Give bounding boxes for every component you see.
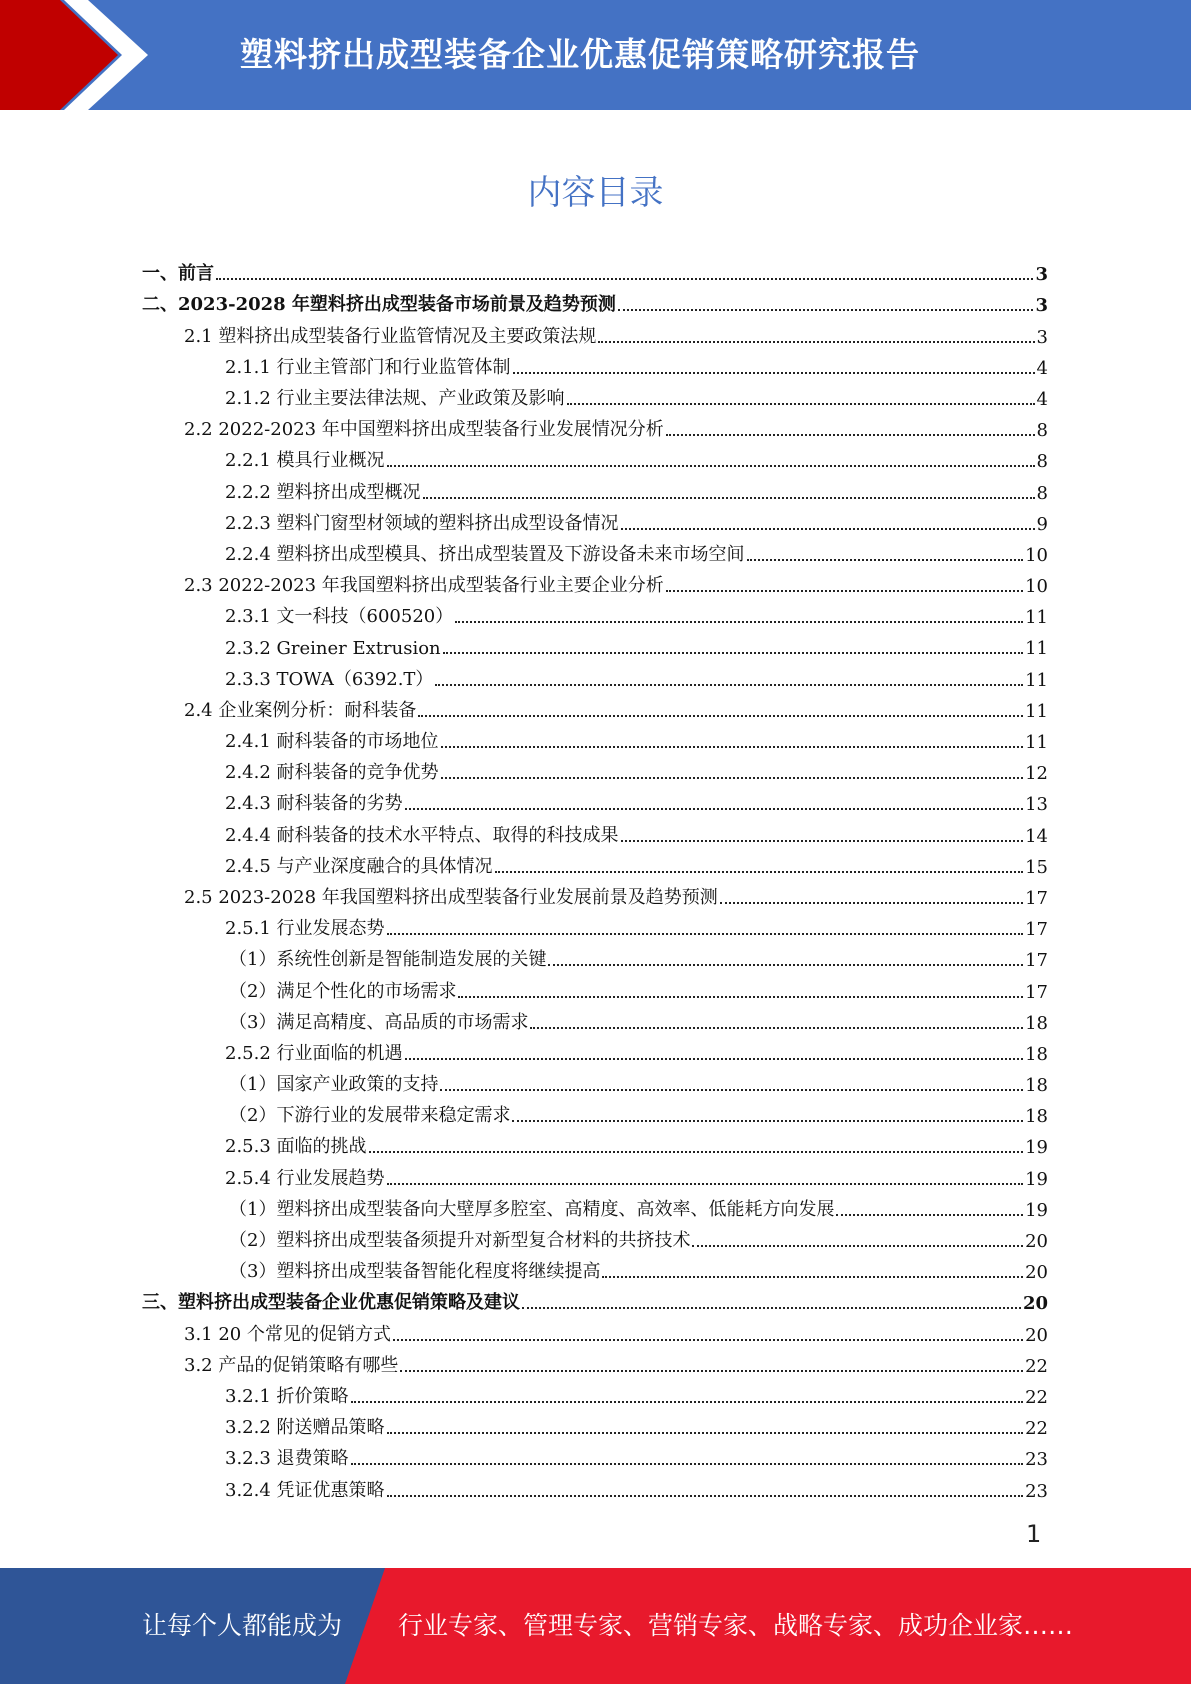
- toc-entry[interactable]: [142, 659, 1048, 690]
- toc-dot-leader: [387, 465, 1035, 467]
- toc-dot-leader: [598, 341, 1034, 343]
- footer-slogan-right: 行业专家、管理专家、营销专家、战略专家、成功企业家……: [398, 1611, 1074, 1640]
- toc-entry-page: 11: [1025, 638, 1048, 660]
- toc-dot-leader: [387, 1495, 1024, 1497]
- toc-entry-title: （3）塑料挤出成型装备智能化程度将继续提高: [229, 1261, 601, 1283]
- toc-entry-page: 19: [1025, 1199, 1048, 1221]
- toc-entry-title: 2.2.2 塑料挤出成型概况: [225, 481, 421, 503]
- toc-entry-page: 22: [1025, 1418, 1048, 1440]
- toc-entry[interactable]: [142, 348, 1048, 379]
- toc-entry[interactable]: [142, 1408, 1048, 1439]
- toc-entry-title: （2）下游行业的发展带来稳定需求: [229, 1105, 511, 1127]
- toc-dot-leader: [387, 1183, 1024, 1185]
- toc-dot-leader: [458, 996, 1023, 998]
- toc-entry[interactable]: [142, 1221, 1048, 1252]
- toc-dot-leader: [393, 1339, 1023, 1341]
- toc-entry-title: 2.4.2 耐科装备的竞争优势: [225, 762, 439, 784]
- toc-entry-title: 一、前言: [142, 263, 214, 285]
- toc-dot-leader: [513, 372, 1035, 374]
- toc-entry[interactable]: [142, 566, 1048, 597]
- toc-entry[interactable]: [142, 1034, 1048, 1065]
- toc-entry-page: 17: [1025, 887, 1048, 909]
- toc-entry[interactable]: [142, 316, 1048, 347]
- toc-dot-leader: [522, 1307, 1021, 1309]
- toc-entry-page: 18: [1025, 1106, 1048, 1128]
- toc-entry-title: 3.1 20 个常见的促销方式: [184, 1323, 391, 1345]
- toc-entry-page: 17: [1025, 919, 1048, 941]
- toc-entry-page: 23: [1025, 1449, 1048, 1471]
- toc-entry-title: 二、2023-2028 年塑料挤出成型装备市场前景及趋势预测: [142, 294, 616, 316]
- toc-entry[interactable]: [142, 1003, 1048, 1034]
- toc-entry-page: 20: [1025, 1231, 1048, 1252]
- toc-entry-title: 3.2.4 凭证优惠策略: [225, 1479, 385, 1501]
- toc-entry-title: 2.4 企业案例分析：耐科装备: [184, 699, 417, 721]
- toc-entry-page: 8: [1036, 482, 1048, 504]
- toc-entry[interactable]: [142, 878, 1048, 909]
- toc-entry-title: 三、塑料挤出成型装备企业优惠促销策略及建议: [142, 1292, 520, 1314]
- toc-entry-title: 3.2.3 退费策略: [225, 1448, 349, 1470]
- toc-entry-page: 20: [1022, 1293, 1048, 1315]
- toc-entry-page: 8: [1036, 420, 1048, 442]
- toc-entry-title: 2.1 塑料挤出成型装备行业监管情况及主要政策法规: [184, 325, 597, 347]
- toc-entry[interactable]: [142, 847, 1048, 878]
- toc-entry[interactable]: [142, 1470, 1048, 1501]
- toc-entry[interactable]: [142, 410, 1048, 441]
- toc-dot-leader: [621, 528, 1035, 530]
- toc-entry[interactable]: [142, 1283, 1048, 1314]
- toc-entry[interactable]: [142, 535, 1048, 566]
- toc-entry-page: 13: [1025, 794, 1048, 816]
- toc-dot-leader: [405, 808, 1024, 810]
- toc-heading: 内容目录: [527, 173, 664, 213]
- toc-entry-title: 2.4.4 耐科装备的技术水平特点、取得的科技成果: [225, 824, 619, 846]
- footer-banner: [0, 1568, 1191, 1684]
- toc-entry-title: 2.2 2022-2023 年中国塑料挤出成型装备行业发展情况分析: [184, 419, 664, 441]
- toc-dot-leader: [440, 1089, 1023, 1091]
- toc-entry-title: 3.2.1 折价策略: [225, 1385, 349, 1407]
- toc-dot-leader: [836, 1214, 1023, 1216]
- toc-dot-leader: [418, 715, 1023, 717]
- toc-entry-title: （1）国家产业政策的支持: [229, 1074, 439, 1096]
- toc-entry-title: （1）塑料挤出成型装备向大壁厚多腔室、高精度、高效率、低能耗方向发展: [229, 1198, 835, 1220]
- toc-entry-title: （2）塑料挤出成型装备须提升对新型复合材料的共挤技术: [229, 1230, 691, 1251]
- toc-entry-page: 11: [1025, 700, 1048, 722]
- toc-dot-leader: [621, 840, 1024, 842]
- toc-dot-leader: [443, 652, 1023, 654]
- toc-entry-title: 2.4.1 耐科装备的市场地位: [225, 731, 439, 752]
- toc-dot-leader: [602, 1276, 1023, 1278]
- toc-entry-title: 2.5.2 行业面临的机遇: [225, 1042, 403, 1064]
- toc-entry[interactable]: [142, 379, 1048, 410]
- toc-dot-leader: [618, 309, 1034, 311]
- toc-entry[interactable]: [142, 504, 1048, 535]
- toc-entry-page: 10: [1025, 544, 1048, 566]
- toc-entry[interactable]: [142, 1065, 1048, 1096]
- toc-entry-title: 2.1.2 行业主要法律法规、产业政策及影响: [225, 387, 565, 409]
- toc-entry-page: 14: [1025, 825, 1048, 847]
- toc-entry-page: 20: [1025, 1262, 1048, 1284]
- toc-dot-leader: [530, 1027, 1023, 1029]
- toc-entry[interactable]: [142, 1314, 1048, 1345]
- toc-entry-title: 2.2.4 塑料挤出成型模具、挤出成型装置及下游设备未来市场空间: [225, 543, 745, 565]
- toc-dot-leader: [216, 278, 1033, 280]
- toc-entry-title: 2.3.1 文一科技（600520）: [225, 606, 454, 628]
- toc-entry[interactable]: [142, 722, 1048, 753]
- toc-entry-page: 3: [1036, 326, 1048, 348]
- toc-entry[interactable]: [142, 784, 1048, 815]
- toc-dot-leader: [567, 403, 1035, 405]
- toc-entry-title: 2.3 2022-2023 年我国塑料挤出成型装备行业主要企业分析: [184, 575, 664, 597]
- toc-entry[interactable]: [142, 1096, 1048, 1127]
- toc-entry[interactable]: [142, 1439, 1048, 1470]
- toc-entry[interactable]: [142, 1158, 1048, 1189]
- toc-dot-leader: [423, 497, 1035, 499]
- toc-dot-leader: [720, 902, 1023, 904]
- toc-entry-page: 18: [1025, 1043, 1048, 1065]
- toc-entry-page: 18: [1025, 1012, 1048, 1034]
- toc-entry-title: 2.5.4 行业发展趋势: [225, 1167, 385, 1189]
- toc-entry-page: 10: [1025, 576, 1048, 598]
- toc-entry-title: 2.5.1 行业发展态势: [225, 918, 385, 940]
- toc-entry-title: 3.2 产品的促销策略有哪些: [184, 1354, 399, 1376]
- toc-dot-leader: [387, 1432, 1024, 1434]
- toc-entry[interactable]: [142, 691, 1048, 722]
- footer-slogan-left: 让每个人都能成为: [142, 1611, 343, 1640]
- table-of-contents: [142, 254, 1048, 1502]
- toc-dot-leader: [351, 1401, 1024, 1403]
- toc-entry[interactable]: [142, 815, 1048, 846]
- toc-dot-leader: [692, 1245, 1023, 1247]
- toc-entry-page: 17: [1025, 981, 1048, 1003]
- toc-dot-leader: [666, 590, 1023, 592]
- toc-dot-leader: [387, 933, 1024, 935]
- toc-entry-title: 2.5 2023-2028 年我国塑料挤出成型装备行业发展前景及趋势预测: [184, 886, 718, 908]
- toc-entry[interactable]: [142, 1190, 1048, 1221]
- toc-entry-title: 2.4.3 耐科装备的劣势: [225, 793, 403, 815]
- toc-dot-leader: [441, 777, 1024, 779]
- toc-entry-title: （2）满足个性化的市场需求: [229, 980, 457, 1002]
- toc-entry[interactable]: [142, 1127, 1048, 1158]
- toc-entry[interactable]: [142, 940, 1048, 971]
- toc-entry-page: 4: [1036, 388, 1048, 410]
- toc-entry-page: 11: [1025, 669, 1048, 691]
- toc-entry-page: 23: [1025, 1480, 1048, 1502]
- toc-entry[interactable]: [142, 1346, 1048, 1377]
- toc-entry-page: 8: [1036, 451, 1048, 473]
- toc-entry-page: 17: [1025, 950, 1048, 972]
- toc-entry[interactable]: [142, 753, 1048, 784]
- page-number: 1: [1026, 1520, 1042, 1548]
- toc-entry-page: 20: [1025, 1324, 1048, 1346]
- toc-dot-leader: [369, 1151, 1024, 1153]
- toc-entry-title: 2.2.1 模具行业概况: [225, 450, 385, 472]
- toc-entry-page: 3: [1035, 264, 1048, 286]
- toc-dot-leader: [495, 871, 1024, 873]
- toc-entry-page: 19: [1025, 1168, 1048, 1190]
- toc-entry-title: （3）满足高精度、高品质的市场需求: [229, 1011, 529, 1033]
- toc-dot-leader: [405, 1058, 1024, 1060]
- toc-entry-page: 19: [1025, 1137, 1048, 1159]
- toc-dot-leader: [548, 964, 1023, 966]
- toc-entry-title: 2.2.3 塑料门窗型材领域的塑料挤出成型设备情况: [225, 512, 619, 534]
- toc-entry-page: 3: [1035, 295, 1048, 317]
- toc-entry-page: 11: [1025, 732, 1048, 753]
- toc-entry-title: 2.4.5 与产业深度融合的具体情况: [225, 855, 493, 877]
- toc-entry[interactable]: [142, 971, 1048, 1002]
- toc-dot-leader: [747, 559, 1024, 561]
- toc-entry[interactable]: [142, 628, 1048, 659]
- toc-dot-leader: [455, 621, 1023, 623]
- toc-entry-page: 22: [1025, 1386, 1048, 1408]
- report-title: 塑料挤出成型装备企业优惠促销策略研究报告: [240, 35, 920, 74]
- toc-entry-page: 22: [1025, 1355, 1048, 1377]
- toc-entry[interactable]: [142, 441, 1048, 472]
- toc-entry[interactable]: [142, 909, 1048, 940]
- toc-entry-title: 2.3.3 TOWA（6392.T）: [225, 668, 434, 690]
- toc-dot-leader: [351, 1463, 1024, 1465]
- toc-entry[interactable]: [142, 472, 1048, 503]
- toc-entry[interactable]: [142, 254, 1048, 285]
- toc-entry-page: 15: [1025, 856, 1048, 878]
- toc-entry-title: （1）系统性创新是智能制造发展的关键: [229, 949, 547, 971]
- toc-dot-leader: [441, 746, 1024, 748]
- header-banner: [0, 0, 1191, 110]
- toc-dot-leader: [435, 684, 1023, 686]
- toc-dot-leader: [400, 1370, 1023, 1372]
- toc-dot-leader: [512, 1120, 1023, 1122]
- toc-entry-page: 4: [1036, 357, 1048, 379]
- toc-entry-title: 2.5.3 面临的挑战: [225, 1136, 367, 1158]
- toc-entry[interactable]: [142, 1377, 1048, 1408]
- toc-entry[interactable]: [142, 1252, 1048, 1283]
- toc-entry-page: 11: [1025, 607, 1048, 629]
- toc-entry-title: 2.1.1 行业主管部门和行业监管体制: [225, 356, 511, 378]
- toc-entry-page: 18: [1025, 1075, 1048, 1097]
- toc-entry[interactable]: [142, 285, 1048, 316]
- toc-entry-page: 9: [1036, 513, 1048, 535]
- toc-entry-title: 3.2.2 附送赠品策略: [225, 1417, 385, 1439]
- toc-dot-leader: [666, 434, 1035, 436]
- toc-entry-page: 12: [1025, 763, 1048, 785]
- toc-entry[interactable]: [142, 597, 1048, 628]
- toc-entry-title: 2.3.2 Greiner Extrusion: [225, 638, 441, 660]
